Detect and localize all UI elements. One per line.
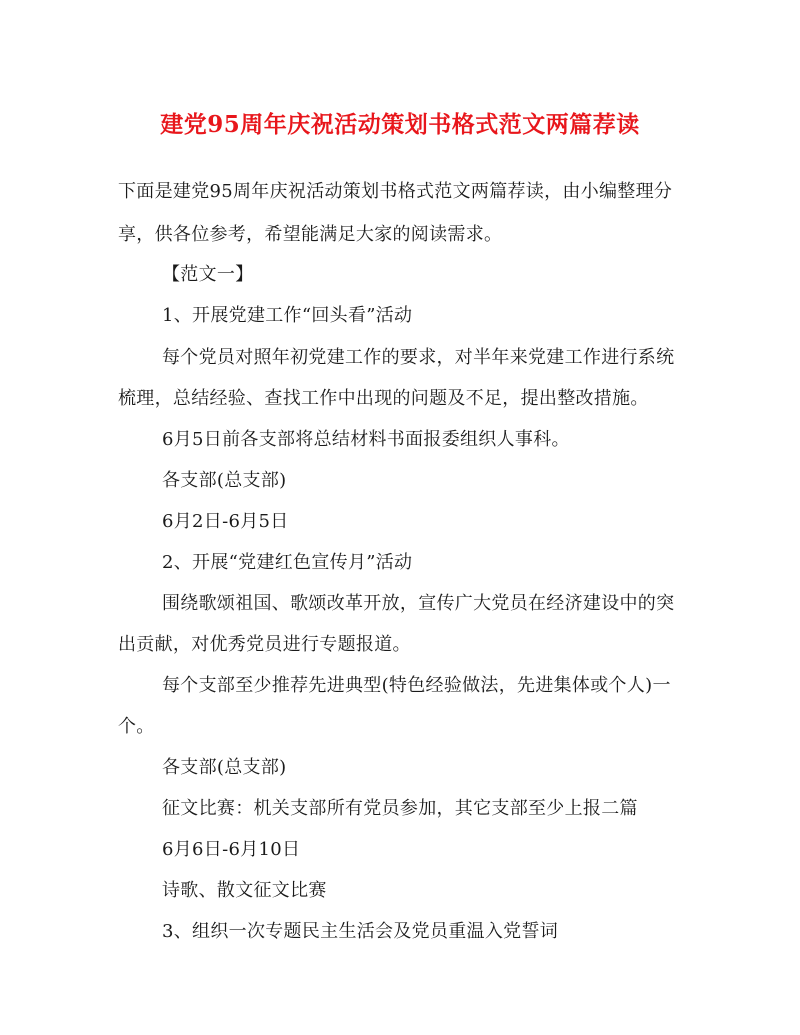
document-title: 建党95周年庆祝活动策划书格式范文两篇荐读 — [160, 111, 640, 138]
paragraph-line: 诗歌、散文征文比赛 — [162, 880, 327, 901]
paragraph-line: 各支部(总支部) — [162, 470, 287, 491]
paragraph-line: 出贡献，对优秀党员进行专题报道。 — [118, 634, 411, 655]
paragraph-line: 下面是建党95周年庆祝活动策划书格式范文两篇荐读，由小编整理分 — [118, 181, 673, 202]
paragraph-line: 每个支部至少推荐先进典型(特色经验做法，先进集体或个人)一 — [162, 675, 671, 696]
paragraph-line: 6月2日-6月5日 — [162, 511, 289, 532]
item-heading: 2、开展“党建红色宣传月”活动 — [162, 552, 413, 573]
paragraph-line: 各支部(总支部) — [162, 757, 287, 778]
paragraph-line: 征文比赛：机关支部所有党员参加，其它支部至少上报二篇 — [162, 798, 638, 819]
paragraph-line: 6月6日-6月10日 — [162, 839, 301, 860]
paragraph-line: 享，供各位参考，希望能满足大家的阅读需求。 — [118, 224, 503, 245]
paragraph-line: 每个党员对照年初党建工作的要求，对半年来党建工作进行系统 — [162, 347, 675, 368]
paragraph-line: 6月5日前各支部将总结材料书面报委组织人事科。 — [162, 429, 570, 450]
paragraph-line: 个。 — [118, 716, 155, 737]
section-heading: 【范文一】 — [162, 264, 254, 285]
item-heading: 1、开展党建工作“回头看”活动 — [162, 305, 413, 326]
paragraph-line: 围绕歌颂祖国、歌颂改革开放，宣传广大党员在经济建设中的突 — [162, 593, 675, 614]
paragraph-line: 梳理，总结经验、查找工作中出现的问题及不足，提出整改措施。 — [118, 388, 649, 409]
item-heading: 3、组织一次专题民主生活会及党员重温入党誓词 — [162, 921, 559, 942]
